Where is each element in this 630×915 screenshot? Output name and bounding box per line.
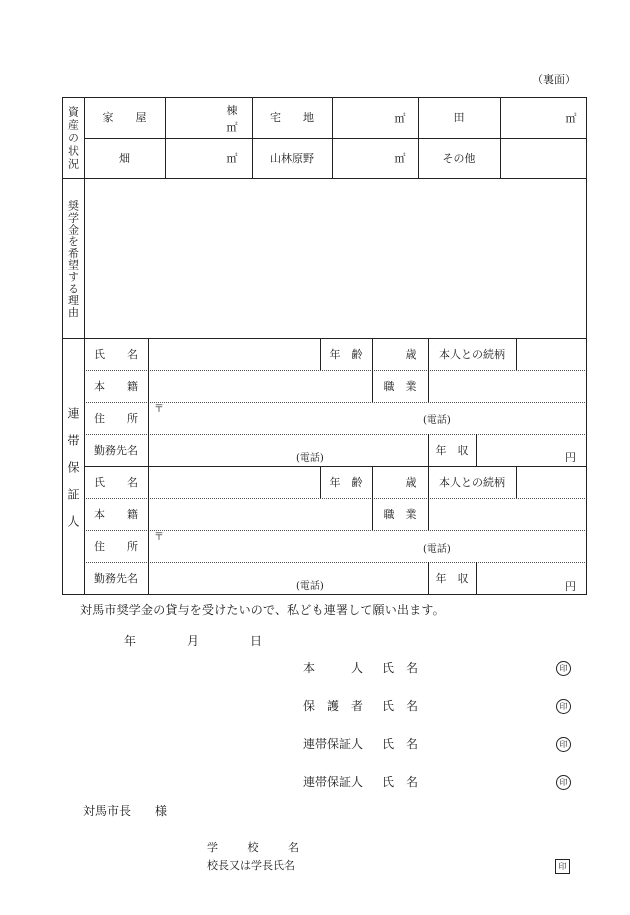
table-line — [428, 498, 429, 530]
forest-unit: ㎡ — [394, 151, 406, 165]
house-area-unit: ㎡ — [226, 120, 238, 134]
page-side-label: （裏面） — [532, 73, 576, 86]
reason-write-area — [85, 179, 586, 338]
field-unit: ㎡ — [226, 151, 238, 165]
signature-name-label: 氏 名 — [382, 699, 419, 713]
signature-role: 保 護 者 — [303, 699, 364, 713]
table-line — [84, 370, 587, 371]
signature-name-label: 氏 名 — [382, 737, 419, 751]
table-line — [372, 466, 373, 498]
table-line — [500, 97, 501, 178]
reason-heading — [62, 178, 84, 338]
occupation-label: 職 業 — [383, 507, 417, 521]
table-line — [586, 97, 587, 595]
table-line — [372, 338, 373, 370]
table-line — [84, 434, 587, 435]
income-unit: 円 — [565, 451, 576, 464]
age-unit: 歳 — [405, 347, 417, 361]
signature-name-label: 氏 名 — [382, 661, 419, 675]
seal-mark: 印 — [556, 775, 571, 790]
address-phone-label: (電話) — [423, 415, 451, 426]
name-label: 氏 名 — [94, 347, 138, 361]
table-line — [148, 338, 149, 595]
age-label: 年 齢 — [329, 347, 363, 361]
table-line — [62, 594, 587, 595]
paddy-label: 田 — [453, 111, 465, 124]
paddy-unit: ㎡ — [565, 111, 577, 125]
income-label: 年 収 — [435, 571, 469, 585]
residential-land-label: 宅 地 — [270, 111, 314, 124]
relation-label: 本人との続柄 — [439, 347, 505, 361]
address-label: 住 所 — [94, 539, 138, 553]
table-line — [84, 498, 587, 499]
table-line — [476, 434, 477, 466]
declaration-text: 対馬市奨学金の貸与を受けたいので、私ども連署して願い出ます。 — [80, 603, 445, 617]
table-line — [516, 466, 517, 498]
house-label: 家 屋 — [102, 111, 147, 124]
house-count-unit: 棟 — [226, 103, 238, 117]
table-line — [84, 562, 587, 563]
school-seal-mark: 印 — [555, 859, 570, 874]
signature-role: 連帯保証人 — [303, 775, 364, 789]
occupation-label: 職 業 — [383, 379, 417, 393]
signature-role: 本 人 — [303, 661, 364, 675]
income-label: 年 収 — [435, 443, 469, 457]
age-label: 年 齢 — [329, 475, 363, 489]
workplace-label: 勤務先名 — [94, 443, 138, 457]
workplace-label: 勤務先名 — [94, 571, 138, 585]
signature-name-label: 氏 名 — [382, 775, 419, 789]
field-label: 畑 — [119, 151, 130, 165]
table-line — [84, 402, 587, 403]
date-year-label: 年 — [124, 634, 137, 648]
principal-name-label: 校長又は学長氏名 — [207, 859, 295, 872]
date-month-label: 月 — [187, 634, 200, 648]
reason-heading-text: 奨学金を希望する理由 — [66, 199, 80, 318]
assets-heading-text: 資産の状況 — [66, 106, 80, 171]
age-unit: 歳 — [405, 475, 417, 489]
relation-label: 本人との続柄 — [439, 475, 505, 489]
address-label: 住 所 — [94, 411, 138, 425]
guarantors-heading — [62, 338, 84, 595]
income-unit: 円 — [565, 580, 576, 593]
seal-mark: 印 — [556, 661, 571, 676]
forest-label: 山林原野 — [270, 151, 314, 165]
name-label: 氏 名 — [94, 475, 138, 489]
seal-mark: 印 — [556, 737, 571, 752]
guarantors-heading-text: 連帯保証人 — [66, 406, 80, 542]
other-label: その他 — [442, 151, 476, 165]
table-line — [428, 370, 429, 402]
postal-mark: 〒 — [154, 404, 164, 415]
domicile-label: 本 籍 — [94, 379, 138, 393]
residential-land-unit: ㎡ — [394, 111, 406, 125]
domicile-label: 本 籍 — [94, 507, 138, 521]
table-line — [476, 562, 477, 595]
workplace-phone-label: (電話) — [296, 453, 324, 464]
table-line — [516, 338, 517, 370]
table-line — [332, 97, 333, 178]
address-phone-label: (電話) — [423, 544, 451, 555]
table-line — [84, 530, 587, 531]
seal-mark: 印 — [556, 699, 571, 714]
date-day-label: 日 — [250, 634, 263, 648]
table-line — [165, 97, 166, 178]
workplace-phone-label: (電話) — [296, 581, 324, 592]
school-name-label: 学 校 名 — [207, 841, 302, 854]
postal-mark: 〒 — [154, 532, 164, 543]
addressee: 対馬市長 様 — [83, 804, 168, 818]
assets-heading — [62, 97, 84, 178]
signature-role: 連帯保証人 — [303, 737, 364, 751]
